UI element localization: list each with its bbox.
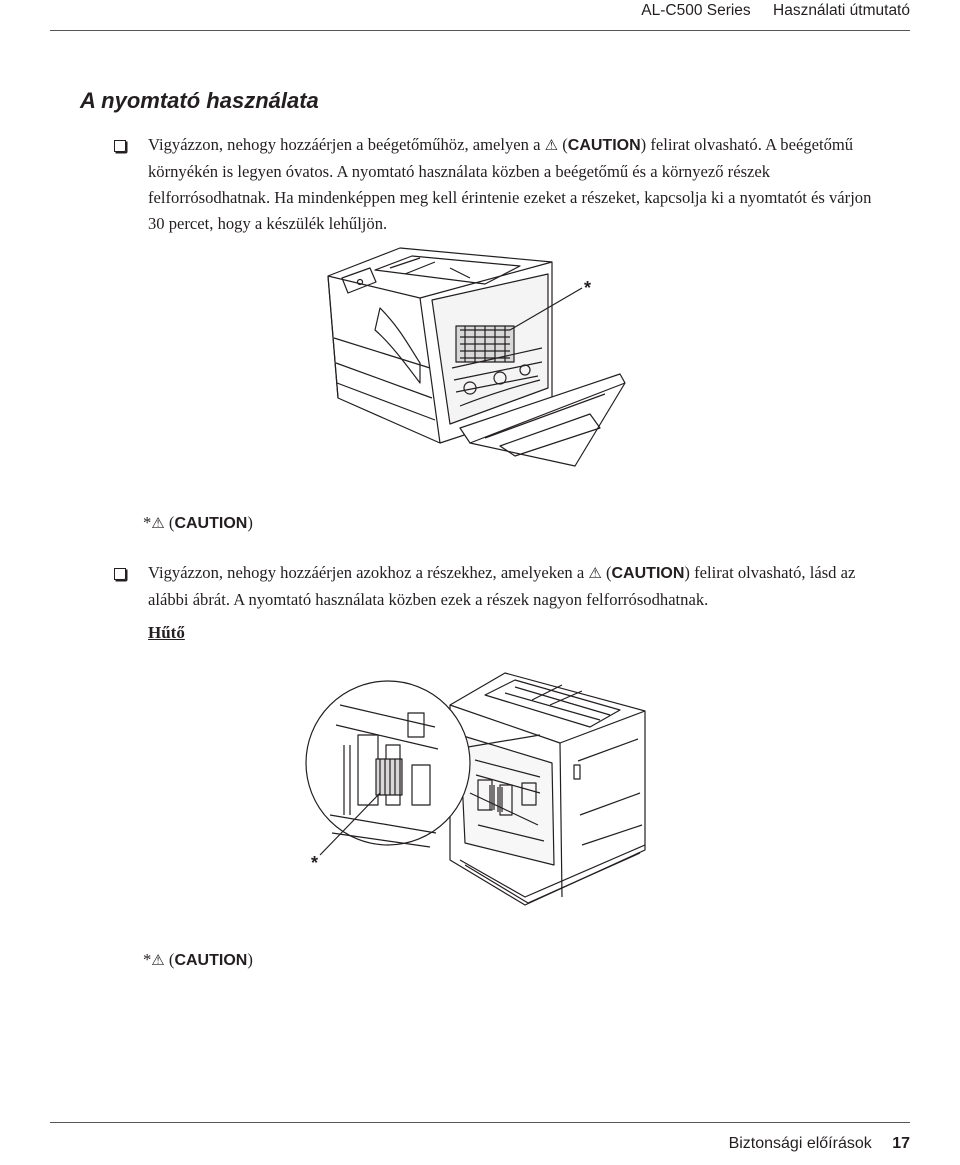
running-footer [729, 1135, 910, 1161]
header-rule [50, 30, 910, 31]
bullet-text: Vigyázzon, nehogy hozzáérjen azokhoz a részekhez, amelyeken a ⚠ (CAUTION) felirat olvasható, lásd az alábbi ábrát. A nyomtató használata közben ezek a részek nagyon felforrósodhatnak. [148, 563, 856, 609]
footer-rule [50, 1122, 910, 1123]
bullet-item-fuser-warning [115, 132, 890, 237]
figure-caption-heatsink: *⚠ (CAUTION) [143, 950, 253, 969]
figure-callout-star: * [311, 853, 319, 873]
warning-triangle-icon: ⚠ [588, 564, 602, 582]
figure-callout-star: * [584, 278, 592, 298]
bullet-item-heatsink-warning [115, 560, 890, 613]
section-title: A nyomtató használata [80, 88, 319, 113]
bullet-text: Vigyázzon, nehogy hozzáérjen a beégetőműhöz, amelyen a ⚠ (CAUTION) felirat olvasható. A beégetőmű környékén is legyen óvatos. A nyomtató használata közben a beégetőmű és a környező részek felforrósodhatnak. Ha mindenképpen meg kell érintenie ezeket a részeket, kapcsolja ki a nyomtatót és várjon 30 percet, hogy a készülék lehűljön. [148, 135, 872, 233]
warning-triangle-icon: ⚠ [151, 514, 165, 532]
warning-triangle-icon: ⚠ [544, 136, 559, 154]
caution-label: CAUTION [174, 515, 248, 532]
caution-label: CAUTION [611, 565, 685, 582]
printer-rear-drawing [300, 665, 660, 915]
warning-triangle-icon: ⚠ [151, 951, 165, 969]
printer-rear-heatsink-illustration [300, 665, 660, 915]
printer-open-cover-drawing [320, 238, 630, 478]
caution-label: CAUTION [174, 952, 248, 969]
checkbox-bullet-icon [114, 140, 126, 152]
caution-label: CAUTION [567, 137, 641, 154]
figure-caption-fuser: *⚠ (CAUTION) [143, 513, 253, 532]
checkbox-bullet-icon [114, 568, 126, 580]
header-series: AL-C500 Series [641, 2, 751, 19]
subheading-heatsink: Hűtő [148, 623, 185, 642]
footer-section-title: Biztonsági előírások [728, 1135, 872, 1152]
header-guide-title: Használati útmutató [773, 2, 910, 19]
printer-open-cover-illustration [320, 238, 630, 478]
running-header [623, 2, 910, 26]
page-number: 17 [892, 1135, 910, 1152]
